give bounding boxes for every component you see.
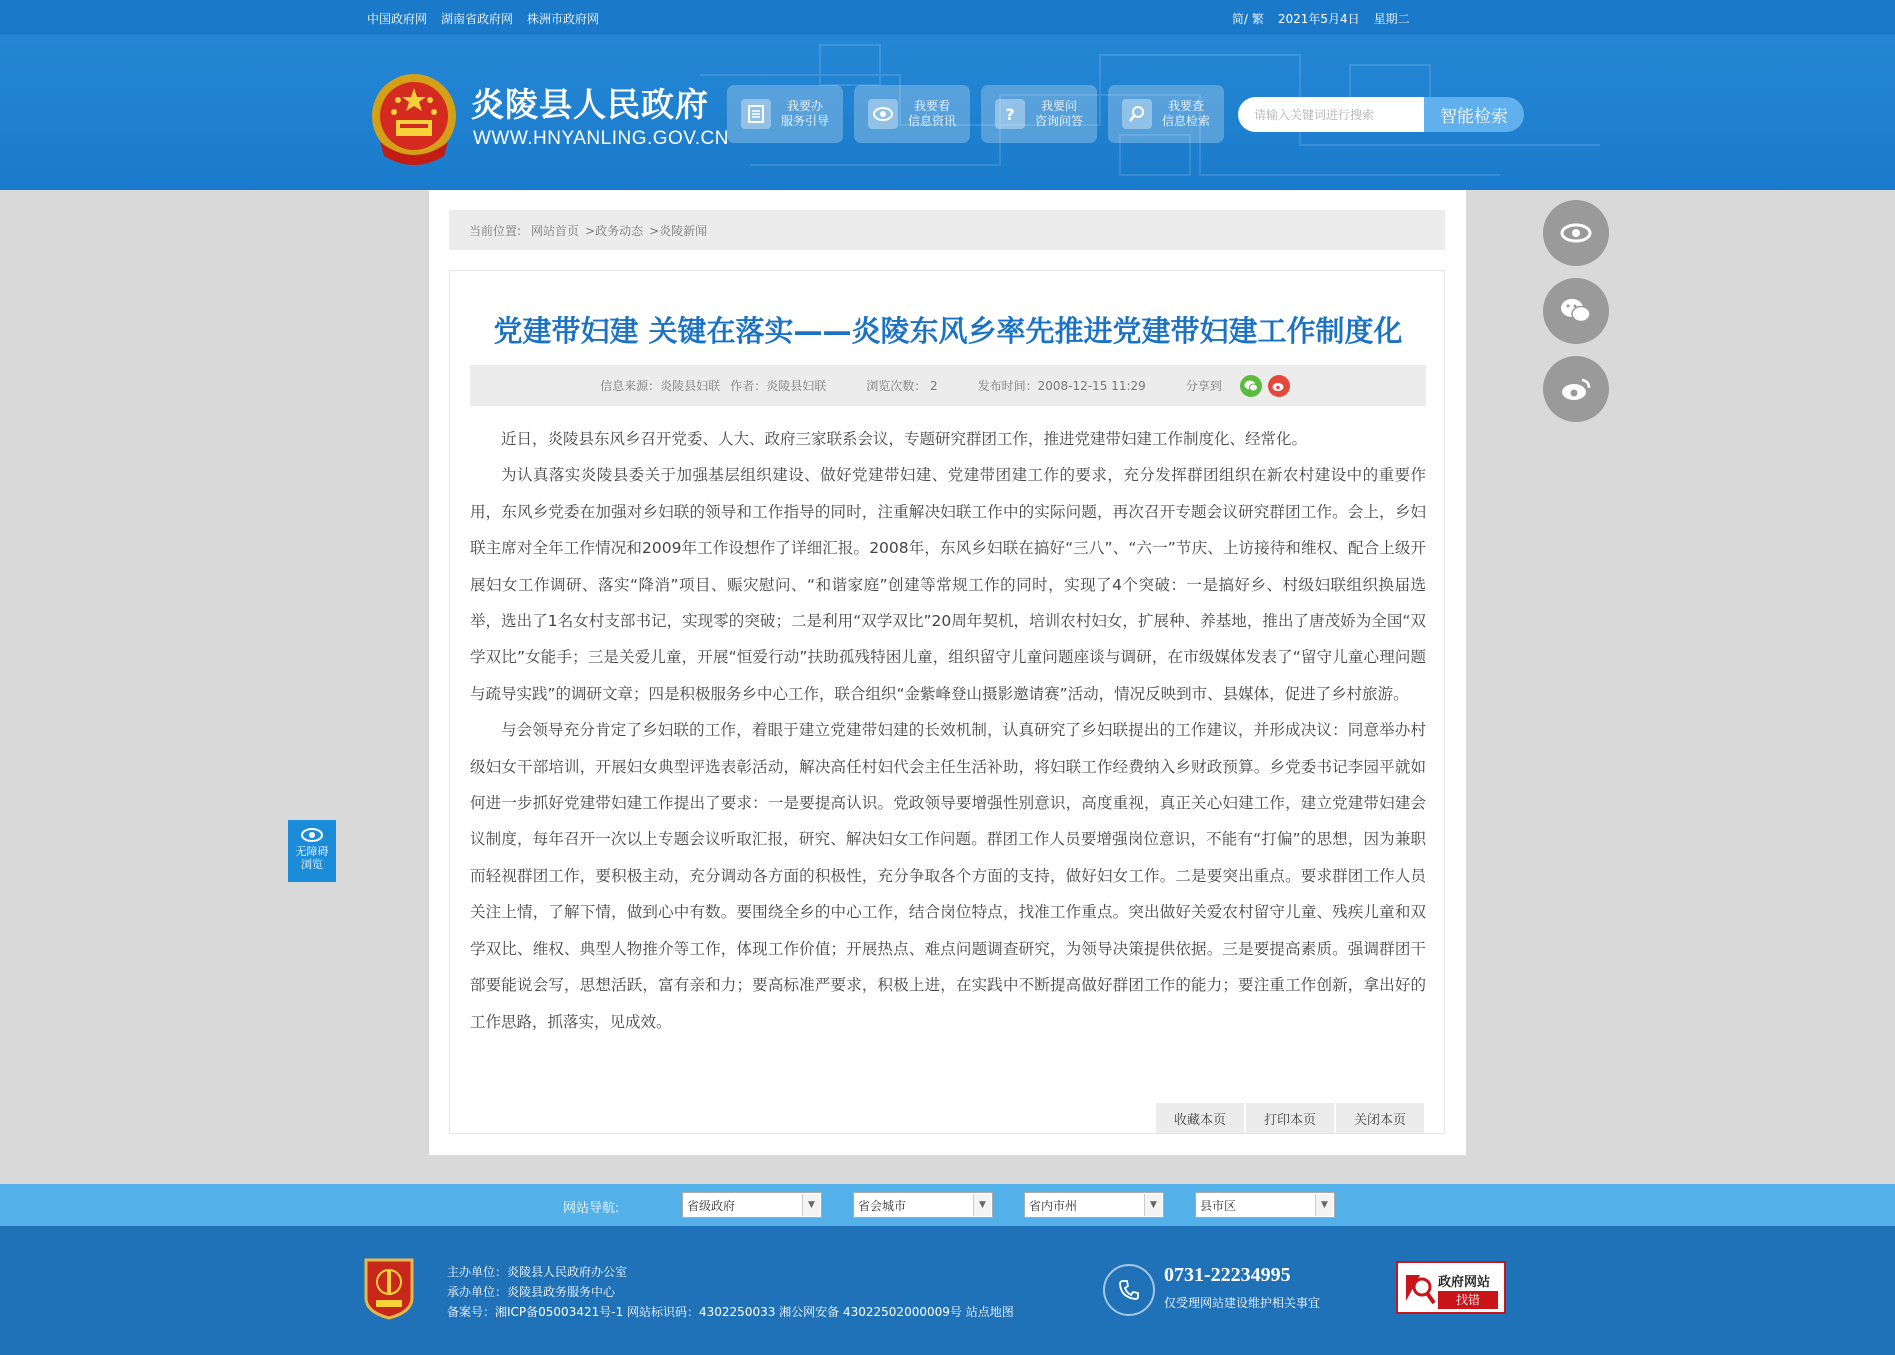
article-published: 发布时间：2008-12-15 11:29 — [977, 379, 1146, 393]
breadcrumb-yanling-news[interactable]: >炎陵新闻 — [649, 223, 708, 238]
site-title[interactable]: 炎陵县人民政府 — [471, 85, 709, 124]
counties-select[interactable] — [1195, 1192, 1335, 1218]
breadcrumb-home[interactable]: 网站首页 — [531, 223, 580, 238]
article-paragraph: 近日，炎陵县东风乡召开党委、人大、政府三家联系会议，专题研究群团工作，推进党建带妇建工作制度化、经常化。 — [501, 430, 1308, 448]
article-views: 浏览次数： 2 — [866, 379, 938, 393]
service-do-title: 我要办 — [787, 99, 824, 113]
link-hunan-gov[interactable]: 湖南省政府网 — [441, 12, 514, 26]
capital-cities-value: 省会城市 — [858, 1198, 907, 1213]
site-domain: WWW.HNYANLING.GOV.CN — [473, 128, 729, 149]
article-author: 作者：炎陵县妇联 — [730, 379, 827, 393]
accessibility-label-1: 无障碍 — [295, 845, 329, 858]
close-page-button[interactable]: 关闭本页 — [1336, 1103, 1424, 1133]
find-error-title: 政府网站 — [1438, 1275, 1491, 1290]
service-search-sub: 信息检索 — [1162, 114, 1211, 128]
service-ask-title: 我要问 — [1041, 99, 1078, 113]
site-nav-label: 网站导航: — [563, 1201, 620, 1216]
current-weekday: 星期二 — [1373, 12, 1410, 26]
site-footer — [0, 1226, 1895, 1355]
wechat-icon — [1560, 298, 1592, 324]
document-icon — [741, 99, 771, 129]
eye-icon — [301, 828, 323, 842]
service-ask-sub: 咨询问答 — [1035, 114, 1084, 128]
eye-icon — [1560, 223, 1592, 243]
counties-value: 县市区 — [1200, 1198, 1237, 1213]
article-paragraph: 为认真落实炎陵县委关于加强基层组织建设、做好党建带妇建、党建带团建工作的要求，充分发挥群团组织在新农村建设中的重要作用，东风乡党委在加强对乡妇联的领导和工作指导的同时，注重解决妇联工作中的实际问题，再次召开专题会议研究群团工作。会上，乡妇联主席对全年工作情况和2009年工作设想作了详细汇报。2008年，东风乡妇联在搞好“三八”、“六一”节庆、上访接待和维权、配合上级开展妇女工作调研、落实“降消”项目、赈灾慰问、“和谐家庭”创建等常规工作的同时，实现了4个突破：一是搞好乡、村级妇联组织换届选举，选出了1名女村支部书记，实现零的突破；二是利用“双学双比”20周年契机，培训农村妇女，扩展种、养基地，推出了唐茂娇为全国“双学双比”女能手；三是关爱儿童，开展“恒爱行动”扶助孤残特困儿童，组织留守儿童问题座谈与调研，在市级媒体发表了“留守儿童心理问题与疏导实践”的调研文章；四是积极服务乡中心工作，联合组织“金紫峰登山摄影邀请赛”活动，情况反映到市、县媒体，促进了乡村旅游。 — [470, 466, 1426, 703]
weibo-share-icon[interactable] — [1268, 375, 1290, 397]
current-date: 2021年5月4日 — [1277, 12, 1360, 26]
phone-icon — [1103, 1264, 1155, 1316]
breadcrumb-gov-news[interactable]: >政务动态 — [585, 223, 644, 238]
float-eye-button[interactable] — [1543, 200, 1609, 266]
chevron-down-icon: ▼ — [1315, 1194, 1333, 1216]
footer-record[interactable]: 备案号：湘ICP备05003421号-1 网站标识码：4302250033 湘公网安备 43022502000009号 站点地图 — [447, 1305, 1014, 1319]
breadcrumb-label: 当前位置: — [469, 223, 522, 238]
top-bar — [0, 0, 1895, 35]
article — [449, 270, 1445, 1134]
question-icon: ? — [995, 99, 1025, 129]
service-search-title: 我要查 — [1168, 99, 1205, 113]
link-central-gov[interactable]: 中国政府网 — [367, 12, 428, 26]
float-weibo-button[interactable] — [1543, 356, 1609, 422]
contact-phone-note: 仅受理网站建设维护相关事宜 — [1164, 1296, 1321, 1310]
link-zhuzhou-gov[interactable]: 株洲市政府网 — [527, 12, 600, 26]
float-wechat-button[interactable] — [1543, 278, 1609, 344]
top-links — [367, 10, 599, 27]
lang-switch[interactable]: 简/ 繁 — [1232, 12, 1264, 26]
service-view-sub: 信息资讯 — [908, 114, 957, 128]
wechat-share-icon[interactable] — [1240, 375, 1262, 397]
service-do-sub: 服务引导 — [781, 114, 830, 128]
weibo-icon — [1560, 376, 1592, 402]
article-title: 党建带妇建 关键在落实——炎陵东风乡率先推进党建带妇建工作制度化 — [493, 314, 1403, 348]
article-paragraph: 与会领导充分肯定了乡妇联的工作，着眼于建立党建带妇建的长效机制，认真研究了乡妇联提出的工作建议，并形成决议：同意举办村级妇女干部培训，开展妇女典型评选表彰活动，解决高任村妇代会主任生活补助，将妇联工作经费纳入乡财政预算。乡党委书记李园平就如何进一步抓好党建带妇建工作提出了要求：一是要提高认识。党政领导要增强性别意识，高度重视，真正关心妇建工作，建立党建带妇建会议制度，每年召开一次以上专题会议听取汇报，研究、解决妇女工作问题。群团工作人员要增强岗位意识，不能有“打偏”的思想，因为兼职而轻视群团工作，要积极主动，充分调动各方面的积极性，充分争取各个方面的支持，做好妇女工作。二是要突出重点。要求群团工作人员关注上情，了解下情，做到心中有数。要围绕全乡的中心工作，结合岗位特点，找准工作重点。突出做好关爱农村留守儿童、残疾儿童和双学双比、维权、典型人物推介等工作，体现工作价值；开展热点、难点问题调查研究，为领导决策提供依据。三是要提高素质。强调群团干部要能说会写，思想活跃，富有亲和力；要高标准严要求，积极上进，在实践中不断提高做好群团工作的能力；要注重工作创新，拿出好的工作思路，抓落实，见成效。 — [470, 721, 1426, 1031]
national-emblem-icon — [368, 70, 460, 170]
service-view-title: 我要看 — [914, 99, 951, 113]
chevron-down-icon: ▼ — [1144, 1194, 1162, 1216]
eye-icon — [868, 99, 898, 129]
article-body — [470, 421, 1426, 1040]
service-ask-button[interactable] — [981, 85, 1097, 143]
capital-cities-select[interactable] — [853, 1192, 993, 1218]
article-meta — [470, 365, 1426, 406]
magnifier-icon — [1404, 1271, 1436, 1307]
breadcrumb — [449, 210, 1445, 250]
article-actions — [1156, 1103, 1424, 1133]
province-gov-select[interactable] — [682, 1192, 822, 1218]
contact-phone: 0731-22234995 — [1164, 1264, 1291, 1286]
site-header — [0, 35, 1895, 190]
gov-site-find-error-button[interactable] — [1396, 1261, 1506, 1314]
share-label: 分享到 — [1185, 379, 1222, 393]
accessibility-label-2: 浏览 — [301, 858, 323, 871]
footer-info — [447, 1262, 1014, 1322]
chevron-down-icon: ▼ — [973, 1194, 991, 1216]
search-input[interactable] — [1238, 97, 1424, 132]
accessibility-button[interactable] — [288, 820, 336, 882]
top-right — [1232, 10, 1410, 27]
province-cities-value: 省内市州 — [1029, 1198, 1078, 1213]
footer-sponsor: 主办单位：炎陵县人民政府办公室 — [447, 1265, 628, 1279]
service-do-button[interactable] — [727, 85, 843, 143]
site-nav-bar — [0, 1184, 1895, 1226]
print-page-button[interactable]: 打印本页 — [1246, 1103, 1334, 1133]
bookmark-page-button[interactable]: 收藏本页 — [1156, 1103, 1244, 1133]
search-icon — [1122, 99, 1152, 129]
find-error-label: 找错 — [1438, 1291, 1498, 1309]
article-source: 信息来源：炎陵县妇联 — [600, 379, 721, 393]
party-gov-badge-icon[interactable] — [362, 1256, 416, 1320]
content-panel — [429, 190, 1466, 1155]
chevron-down-icon: ▼ — [802, 1194, 820, 1216]
province-gov-value: 省级政府 — [687, 1198, 736, 1213]
province-cities-select[interactable] — [1024, 1192, 1164, 1218]
footer-organizer: 承办单位：炎陵县政务服务中心 — [447, 1285, 616, 1299]
service-view-button[interactable] — [854, 85, 970, 143]
service-search-button[interactable] — [1108, 85, 1224, 143]
smart-search-button[interactable]: 智能检索 — [1424, 97, 1524, 132]
